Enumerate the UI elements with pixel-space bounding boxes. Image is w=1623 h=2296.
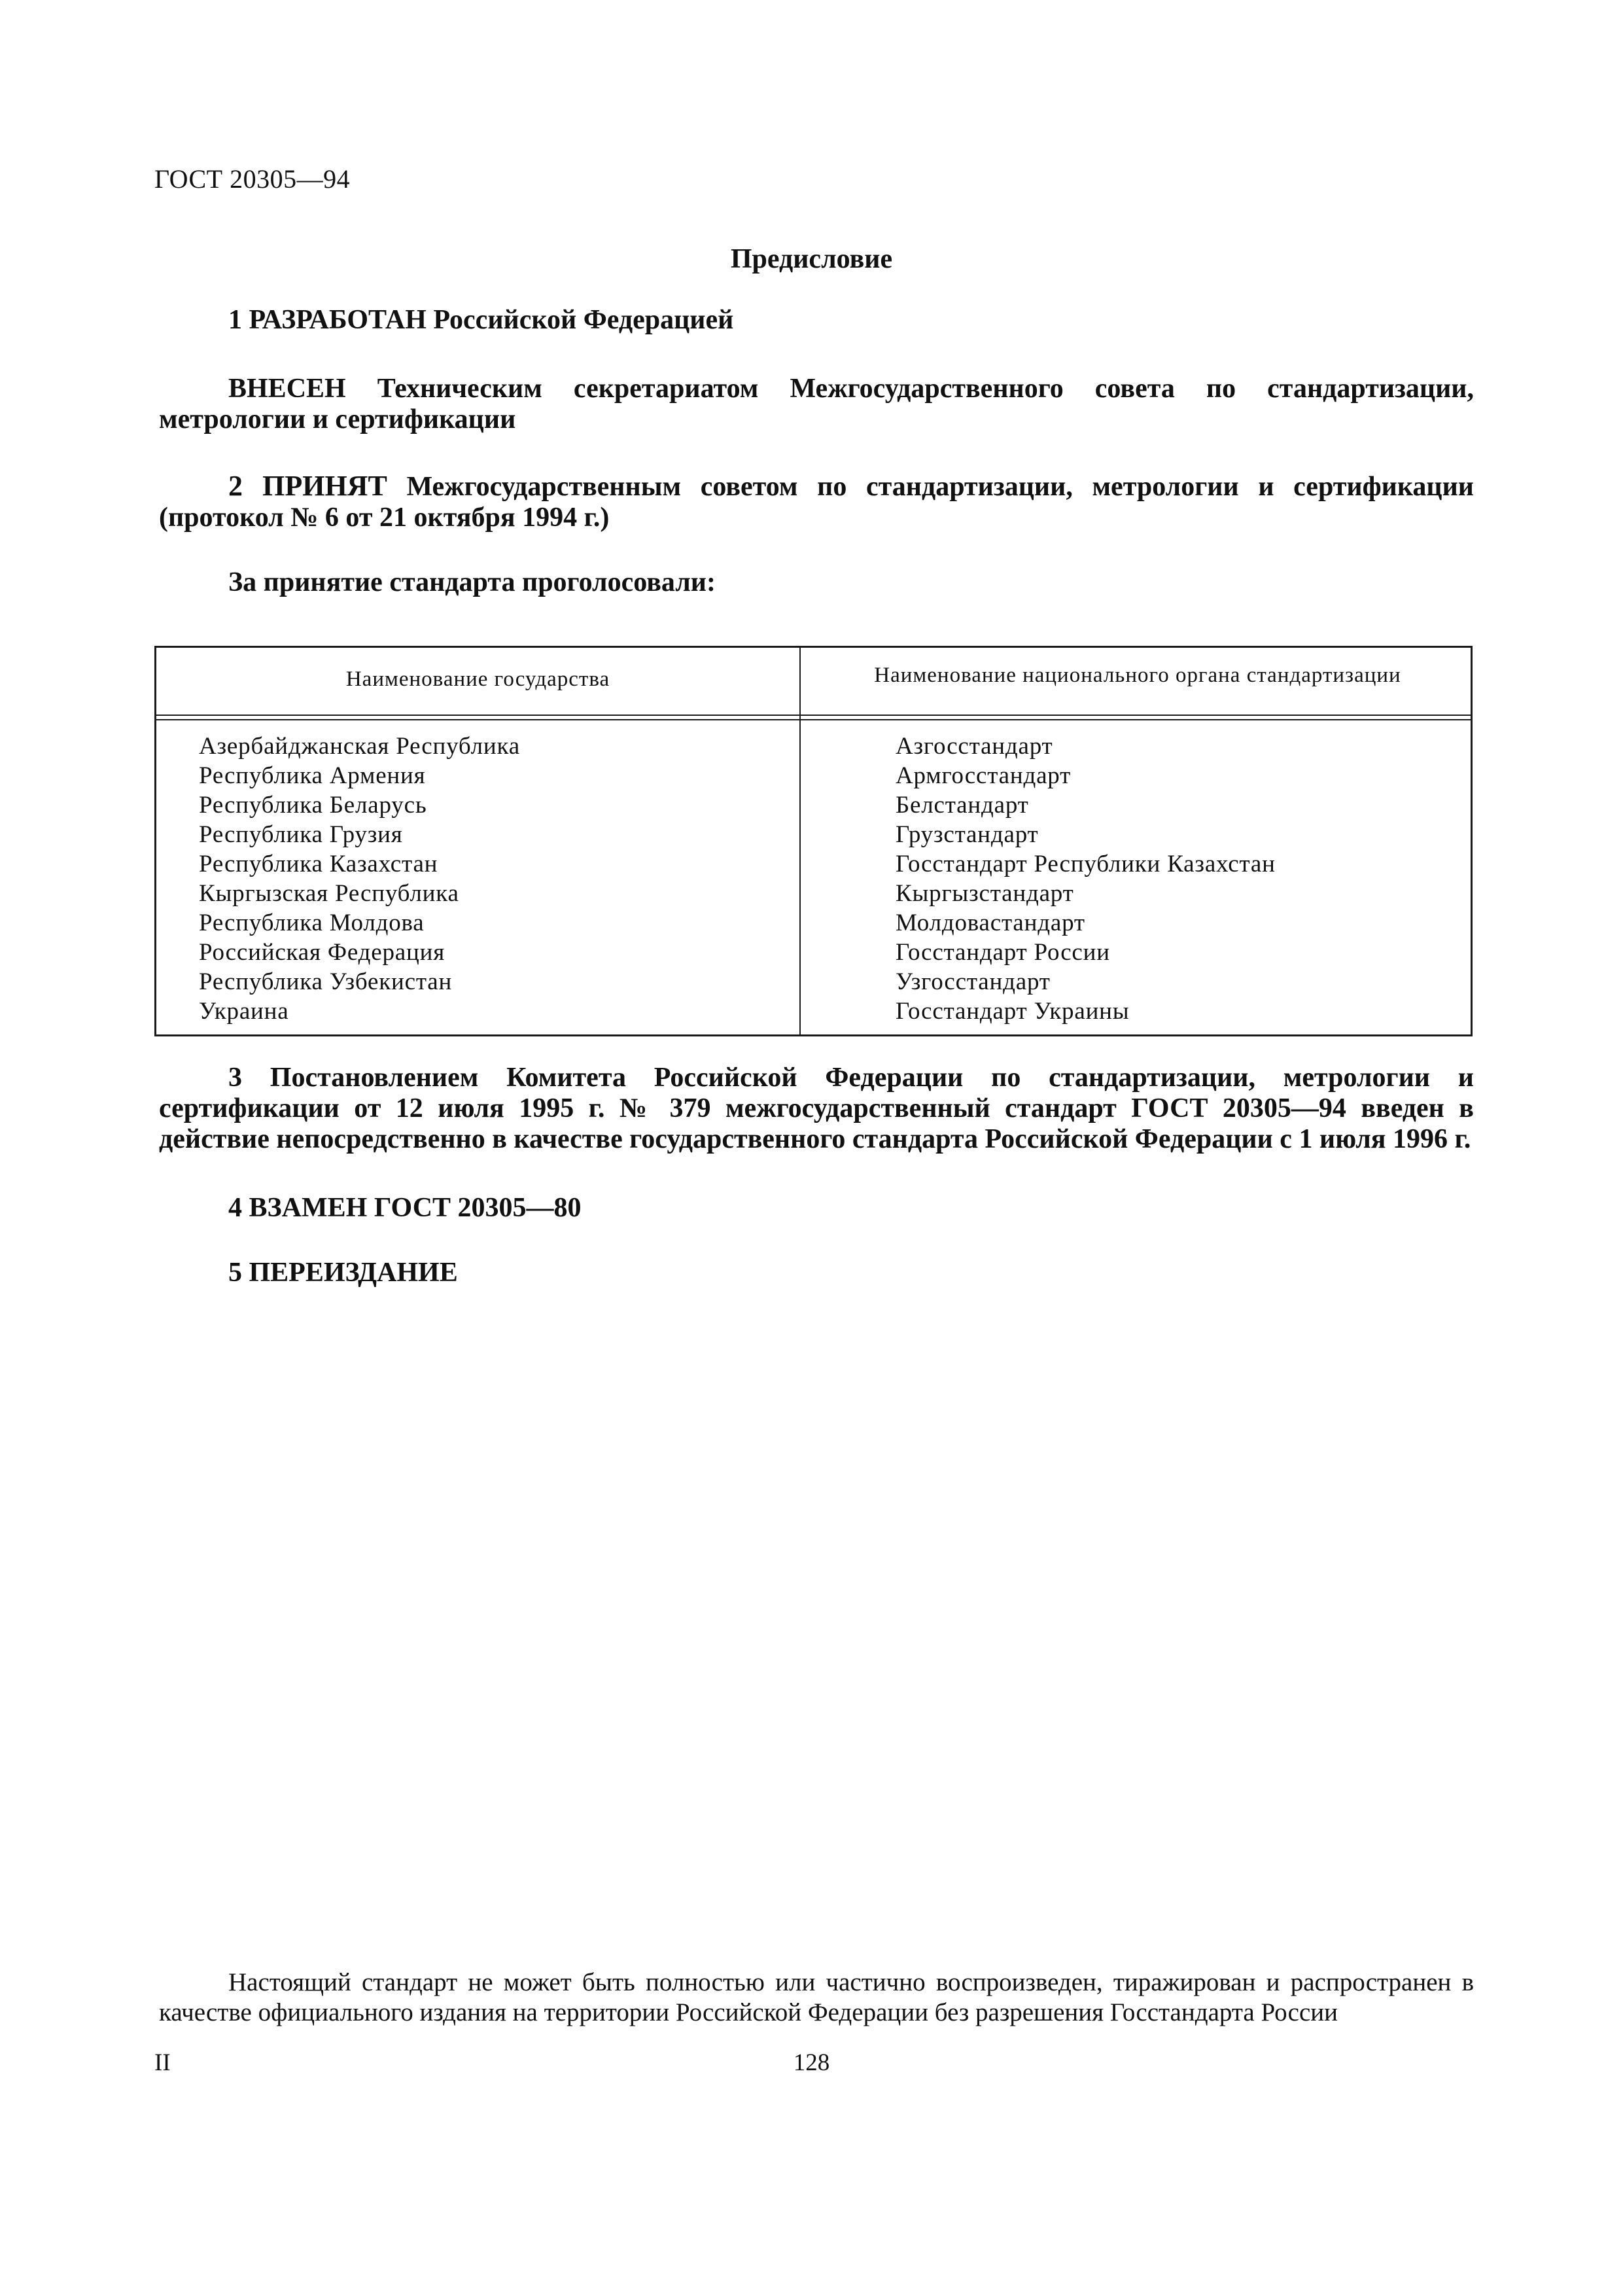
paragraph-developed-by: 1 РАЗРАБОТАН Российской Федерацией [228, 305, 734, 335]
table-cell-state: Кыргызская Республика [199, 880, 459, 907]
table-cell-standards-body: Госстандарт Украины [896, 998, 1130, 1025]
table-cell-state: Республика Армения [199, 762, 426, 789]
table-cell-state: Украина [199, 998, 289, 1025]
voting-table [154, 646, 1473, 1036]
table-cell-standards-body: Армгосстандарт [896, 762, 1072, 789]
table-header-state: Наименование государства [345, 667, 610, 691]
paragraph-replaces: 4 ВЗАМЕН ГОСТ 20305—80 [228, 1193, 582, 1223]
table-header-standards-body: Наименование национального органа стандартизации [874, 663, 1401, 687]
table-cell-standards-body: Госстандарт Республики Казахстан [896, 851, 1276, 877]
table-cell-state: Республика Беларусь [199, 792, 427, 819]
table-column-divider [799, 648, 801, 1034]
table-cell-state: Республика Грузия [199, 821, 403, 848]
table-cell-state: Республика Молдова [199, 910, 425, 936]
table-cell-standards-body: Кыргызстандарт [896, 880, 1074, 907]
document-code-header: ГОСТ 20305—94 [154, 164, 351, 194]
table-cell-standards-body: Узгосстандарт [896, 968, 1051, 995]
page-number: 128 [793, 2049, 830, 2076]
adopted-label: 2 ПРИНЯТ [228, 470, 387, 502]
paragraph-voted-for: За принятие стандарта проголосовали: [228, 567, 716, 597]
footer-roman-numeral: II [154, 2049, 171, 2076]
table-header-rule [156, 715, 1471, 716]
adopted-text: Межгосударственным советом по стандартизации, метрологии и сертификации (протокол № 6 от 21 октября 1994 г.) [159, 472, 1474, 533]
table-column-standards-bodies [896, 732, 1276, 1026]
paragraph-adopted-by [159, 470, 1474, 533]
table-cell-standards-body: Грузстандарт [896, 821, 1039, 848]
table-header-rule-double [156, 719, 1471, 720]
paragraph-resolution: 3 Постановлением Комитета Российской Федерации по стандартизации, метрологии и сертификации от 12 июля 1995 г. № 379 межгосударственный стандарт ГОСТ 20305—94 введен в действие непосредственно в качестве государственного стандарта Российской Федерации с 1 июля 1996 г. [159, 1063, 1474, 1154]
table-cell-standards-body: Белстандарт [896, 792, 1029, 819]
table-cell-standards-body: Азгосстандарт [896, 733, 1053, 760]
paragraph-reissue: 5 ПЕРЕИЗДАНИЕ [228, 1258, 458, 1288]
table-cell-state: Российская Федерация [199, 939, 445, 966]
table-column-states [199, 732, 520, 1026]
table-cell-standards-body: Молдовастандарт [896, 910, 1085, 936]
section-title: Предисловие [730, 244, 893, 274]
table-cell-standards-body: Госстандарт России [896, 939, 1110, 966]
table-cell-state: Азербайджанская Республика [199, 733, 520, 760]
copyright-notice: Настоящий стандарт не может быть полностью или частично воспроизведен, тиражирован и распространен в качестве официального издания на территории Российской Федерации без разрешения Госстандарта России [159, 1968, 1474, 2026]
table-cell-state: Республика Казахстан [199, 851, 438, 877]
table-cell-state: Республика Узбекистан [199, 968, 453, 995]
paragraph-introduced-by: ВНЕСЕН Техническим секретариатом Межгосударственного совета по стандартизации, метрологии и сертификации [159, 374, 1474, 434]
